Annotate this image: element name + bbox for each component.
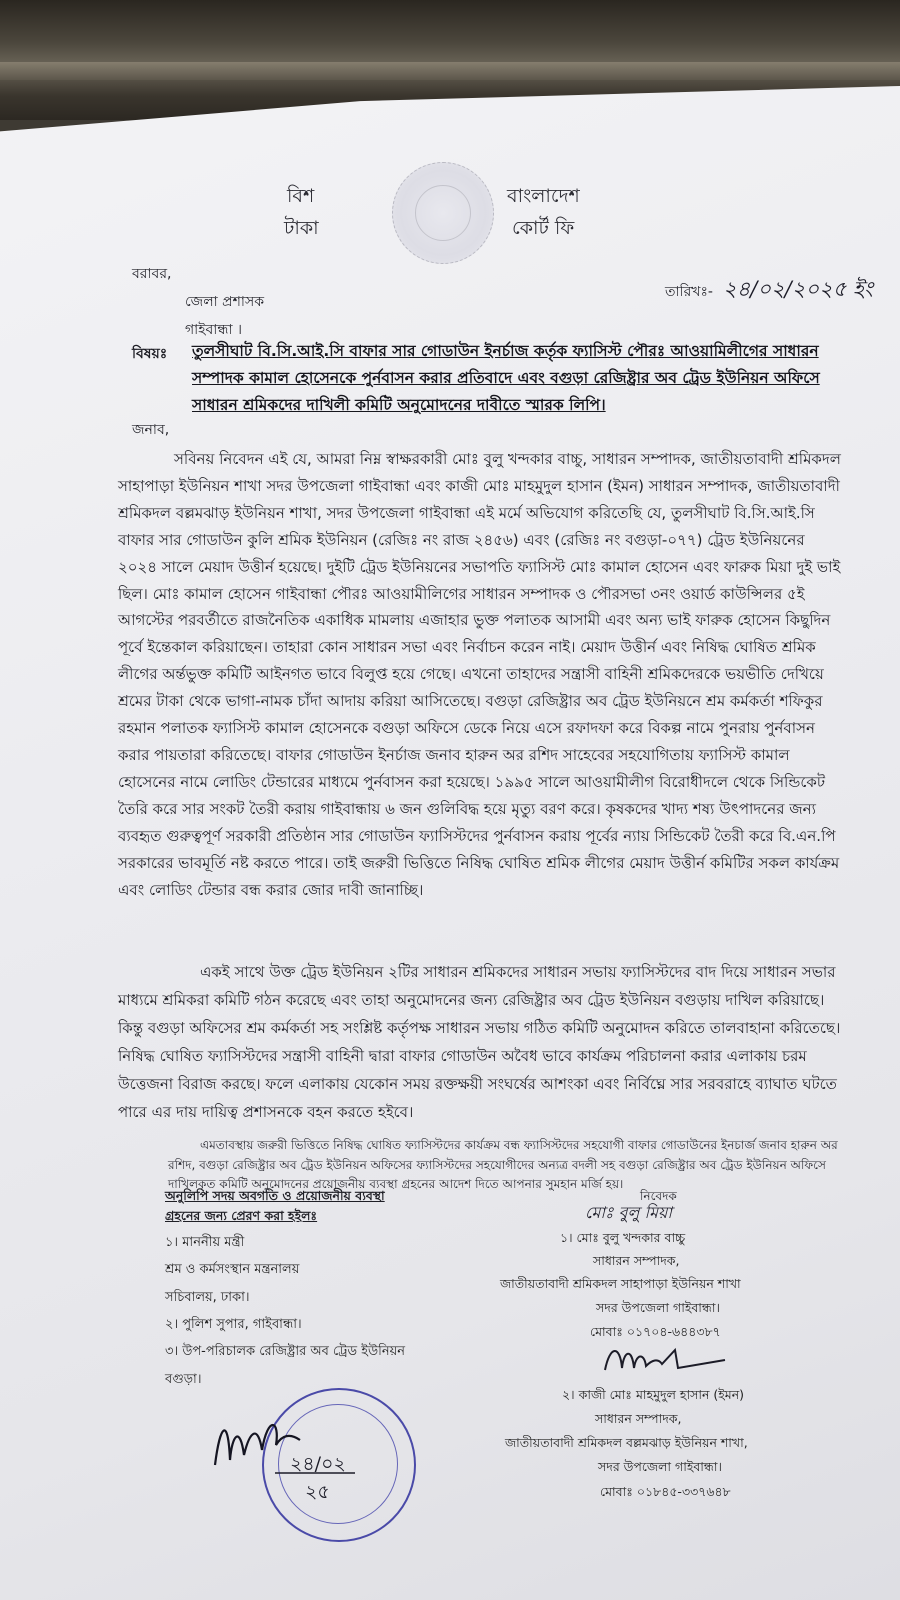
signatory-2-line: সদর উপজেলা গাইবান্ধা। [598, 1459, 722, 1474]
signatory-2-line: ২। কাজী মোঃ মাহমুদুল হাসান (ইমন) [562, 1387, 745, 1402]
subject-label: বিষয়ঃ [132, 346, 168, 362]
body-paragraph-2: একই সাথে উক্ত ট্রেড ইউনিয়ন ২টির সাধারন শ্রমিকদের সাধারন সভায় ফ্যাসিস্টদের বাদ দিয়ে সাধারন সভার মাধ্যমে শ্রমিকরা কমিটি গঠন করেছে এবং তাহা অনুমোদনের জন্য রেজিষ্ট্রার অব ট্রেড ইউনিয়ন বগুড়ায় দাখিল করিয়াছে। কিন্তু বগুড়া অফিসের শ্রম কর্মকর্তা সহ সংশ্লিষ্ট কর্তৃপক্ষ সাধারন সভায় গঠিত কমিটি অনুমোদন করিতে তালবাহানা করিতেছে। নিষিদ্ধ ঘোষিত ফ্যাসিস্টদের সন্ত্রাসী বাহিনী দ্বারা বাফার গোডাউন অবৈধ ভাবে কার্যক্রম পরিচালনা করার এলাকায় চরম উত্তেজনা বিরাজ করছে। ফলে এলাকায় যেকোন সময় রক্তক্ষয়ী সংঘর্ষের আশংকা এবং নির্বিঘ্নে সার সরবরাহে ব্যাঘাত ঘটতে পারে এর দায় দায়িত্ব প্রশাসনকে বহন করতে হইবে। [118, 963, 841, 1121]
copy-item: শ্রম ও কর্মসংস্থান মন্ত্রনালয় [165, 1262, 300, 1277]
to-label: বরাবর, [132, 266, 172, 282]
copies-heading-1: অনুলিপি সদয় অবগতি ও প্রয়োজনীয় ব্যবস্থা [165, 1188, 385, 1203]
date-label: তারিখঃ- [665, 284, 713, 300]
signatory-1-line: সাধারন সম্পাদক, [593, 1253, 680, 1268]
stamp-left-line1: বিশ [287, 185, 315, 207]
received-date-top: ২৪/০২ [290, 1453, 346, 1475]
date-value: ২৪/০২/২০২৫ ইং [723, 277, 873, 301]
government-seal-icon [392, 162, 494, 264]
body-paragraph-1: সবিনয় নিবেদন এই যে, আমরা নিম্ন স্বাক্ষরকারী মোঃ বুলু খন্দকার বাচ্চু, সাধারন সম্পাদক, জাতীয়তাবাদী শ্রমিকদল সাহাপাড়া ইউনিয়ন শাখা সদর উপজেলা গাইবান্ধা এবং কাজী মোঃ মাহমুদুল হাসান (ইমন) সাধারন সম্পাদক, জাতীয়তাবাদী শ্রমিকদল বল্লমঝাড় ইউনিয়ন শাখা, সদর উপজেলা গাইবান্ধা এই মর্মে অভিযোগ করিতেছি যে, তুলসীঘাট বি.সি.আই.সি বাফার সার গোডাউন কুলি শ্রমিক ইউনিয়ন (রেজিঃ নং রাজ ২৪৫৬) এবং (রেজিঃ নং বগুড়া-০৭৭) ট্রেড ইউনিয়নের ২০২৪ সালে মেয়াদ উত্তীর্ন হয়েছে। দুইটি ট্রেড ইউনিয়নের সভাপতি ফ্যাসিস্ট মোঃ কামাল হোসেন এবং ফারুক মিয়া দুই ভাই ছিল। মোঃ কামাল হোসেন গাইবান্ধা পৌরঃ আওয়ামীলিগের সাধারন সম্পাদক ও পৌরসভা ৩নং ওয়ার্ড কাউন্সিলর ৫ই আগস্টের পরবর্তীতে রাজনৈতিক একাধিক মামলায় এজাহার ভুক্ত পলাতক আসামী এবং অন্য ভাই ফারুক হোসেন কিছুদিন পূর্বে ইন্তেকাল করিয়াছেন। তাহারা কোন সাধারন সভা এবং নির্বাচন করেন নাই। মেয়াদ উত্তীর্ন এবং নিষিদ্ধ ঘোষিত শ্রমিক লীগের অর্ন্তভুক্ত কমিটি আইনগত ভাবে বিলুপ্ত হয়ে গেছে। এখনো তাহাদের সন্ত্রাসী বাহিনী শ্রমিকদেরকে ভয়ভীতি দেখিয়ে শ্রমের টাকা থেকে ভাগা-নামক চাঁদা আদায় করিয়া আসিতেছে। বগুড়া রেজিষ্ট্রার অব ট্রেড ইউনিয়নে শ্রম কর্মকর্তা শফিকুর রহমান পলাতক ফ্যাসিস্ট কামাল হোসেনকে বগুড়া অফিসে ডেকে নিয়ে এসে রফাদফা করে বিকল্প নামে পুনরায় পুর্নবাসন করার পায়তারা করিতেছে। বাফার গোডাউন ইনর্চাজ জনাব হারুন অর রশিদ সাহেবের সহযোগিতায় ফ্যাসিস্ট কামাল হোসেনের নামে লোডিং টেন্ডারের মাধ্যমে পুর্নবাসন করা হয়েছে। ১৯৯৫ সালে আওয়ামীলীগ বিরোধীদলে থেকে সিন্ডিকেট তৈরি করে সার সংকট তৈরী করায় গাইবান্ধায় ৬ জন গুলিবিদ্ধ হয়ে মৃত্যু বরণ করে। কৃষকদের খাদ্য শষ্য উৎপাদনের জন্য ব্যবহৃত গুরুত্বপূর্ণ সরকারী প্রতিষ্ঠান সার গোডাউন ফ্যাসিস্টদের পুর্নবাসন করায় পূর্বের ন্যায় সিন্ডিকেট তৈরী করে বি.এন.পি সরকারের ভাবমূর্তি নষ্ট করতে পারে। তাই জরুরী ভিত্তিতে নিষিদ্ধ ঘোষিত শ্রমিক লীগের মেয়াদ উত্তীর্ন কমিটির সকল কার্যক্রম এবং লোডিং টেন্ডার বন্ধ করার জোর দাবী জানাচ্ছি। [118, 450, 841, 899]
signatory-1-line: মোবাঃ ০১৭০৪-৬৪৪৩৮৭ [590, 1324, 721, 1339]
received-date-bottom: ২৫ [305, 1481, 330, 1503]
signature-1: মোঃ বুলু মিয়া [585, 1203, 673, 1222]
copies-heading-2: গ্রহনের জন্য প্রেরণ করা হইলঃ [165, 1208, 318, 1223]
stamp-right-line1: বাংলাদেশ [507, 185, 580, 207]
body-paragraph-3: এমতাবস্থায় জরুরী ভিত্তিতে নিষিদ্ধ ঘোষিত ফ্যাসিস্টদের কার্যক্রম বন্ধ ফ্যাসিস্টদের সহযোগী বাফার গোডাউনের ইনচার্জ জনাব হারুন অর রশিদ, বগুড়া রেজিষ্ট্রার অব ট্রেড ইউনিয়ন অফিসের ফ্যাসিস্টদের সহযোগীদের অন্যত্র বদলী সহ বগুড়া রেজিষ্ট্রার অব ট্রেড ইউনিয়ন অফিসে দাখিলকৃত কমিটি অনুমোদনের প্রয়োজনীয় ব্যবস্থা গ্রহনের আদেশ দিতে আপনার সুমহান মর্জি হয়। [168, 1138, 838, 1191]
copy-item: বগুড়া। [165, 1372, 202, 1387]
copy-item: ১। মাননীয় মন্ত্রী [165, 1235, 245, 1250]
recipient-location: গাইবান্ধা । [185, 322, 242, 338]
date-strike-lines [270, 1438, 360, 1508]
copy-item: ২। পুলিশ সুপার, গাইবান্ধা। [165, 1317, 302, 1332]
copy-item: সচিবালয়, ঢাকা। [165, 1290, 250, 1305]
signatory-1-line: সদর উপজেলা গাইবান্ধা। [596, 1300, 720, 1315]
signatory-1-line: ১। মোঃ বুলু খন্দকার বাচ্চু [560, 1230, 686, 1245]
signatory-1-line: জাতীয়তাবাদী শ্রমিকদল সাহাপাড়া ইউনিয়ন শাখা [500, 1276, 741, 1291]
signatory-label: নিবেদক [640, 1189, 677, 1203]
signatory-2-line: মোবাঃ ০১৮৪৫-৩৩৭৬৪৮ [600, 1484, 731, 1499]
recipient: জেলা প্রশাসক [185, 294, 264, 310]
stamp-left-line2: টাকা [284, 217, 319, 239]
copy-item: ৩। উপ-পরিচালক রেজিষ্ট্রার অব ট্রেড ইউনিয়ন [165, 1344, 405, 1359]
subject-text: তুলসীঘাট বি.সি.আই.সি বাফার সার গোডাউন ইনর্চাজ কর্তৃক ফ্যাসিস্ট পৌরঃ আওয়ামিলীগের সাধারন সম্পাদক কামাল হোসেনকে পুর্নবাসন করার প্রতিবাদে এবং বগুড়া রেজিষ্ট্রার অব ট্রেড ইউনিয়ন অফিসে সাধারন শ্রমিকদের দাখিলী কমিটি অনুমোদনের দাবীতে স্মারক লিপি। [192, 342, 820, 414]
signature-2-icon [600, 1340, 730, 1380]
salutation: জনাব, [132, 422, 170, 438]
signatory-2-line: সাধারন সম্পাদক, [595, 1411, 682, 1426]
stamp-right-line2: কোর্ট ফি [512, 217, 575, 239]
signatory-2-line: জাতীয়তাবাদী শ্রমিকদল বল্লমঝাড় ইউনিয়ন শাখা, [505, 1435, 748, 1450]
